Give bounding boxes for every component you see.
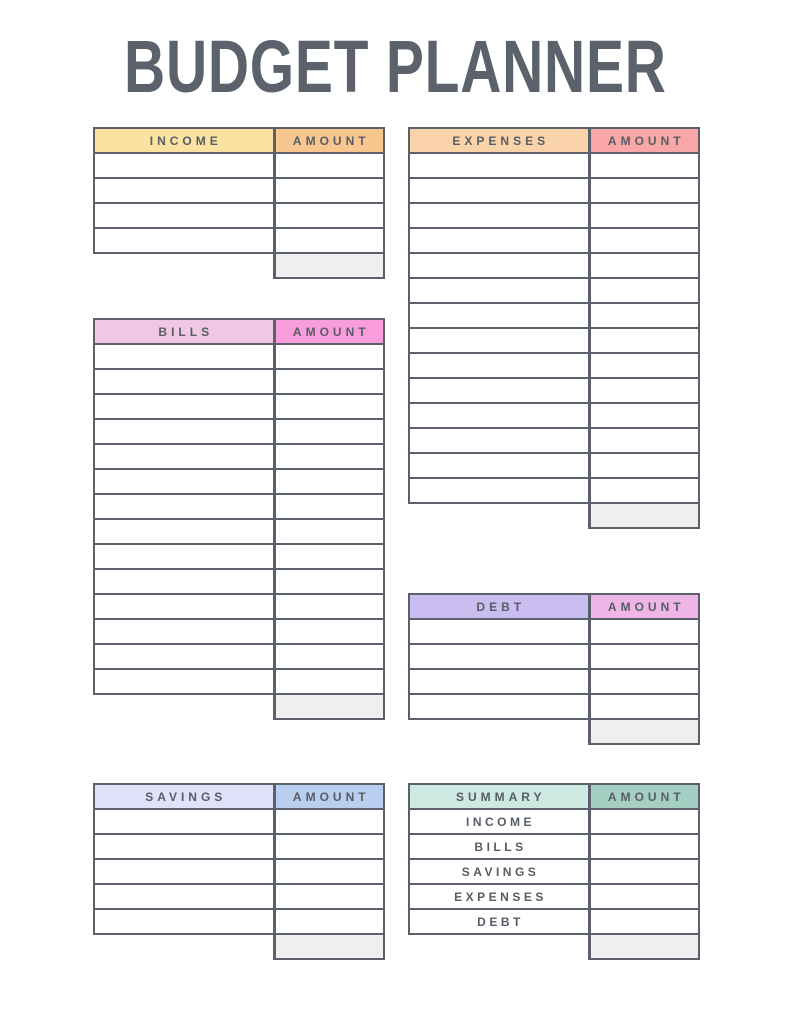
debt-entry-amount-cell[interactable]: [589, 669, 699, 694]
bills-table-row: [94, 394, 384, 419]
summary-table-row: [409, 809, 699, 834]
bills-table-row: [94, 669, 384, 694]
income-table: [93, 127, 385, 279]
expenses-entry-label-cell[interactable]: [409, 428, 589, 453]
bills-entry-amount-cell[interactable]: [274, 469, 384, 494]
expenses-table-row: [409, 428, 699, 453]
expenses-entry-amount-cell[interactable]: [589, 303, 699, 328]
bills-table-row: [94, 544, 384, 569]
expenses-entry-amount-cell[interactable]: [589, 178, 699, 203]
page-title-text: BUDGET PLANNER: [124, 25, 667, 108]
expenses-table-row: [409, 403, 699, 428]
bills-entry-amount-cell[interactable]: [274, 394, 384, 419]
summary-table-title: SUMMARY: [409, 784, 589, 809]
bills-entry-label-cell[interactable]: [94, 644, 274, 669]
expenses-entry-label-cell[interactable]: [409, 278, 589, 303]
expenses-entry-amount-cell[interactable]: [589, 203, 699, 228]
expenses-entry-amount-cell[interactable]: [589, 253, 699, 278]
expenses-amount-header: AMOUNT: [589, 128, 699, 153]
summary-entry-amount-cell[interactable]: [589, 909, 699, 934]
summary-entry-amount-cell[interactable]: [589, 859, 699, 884]
income-table-title: INCOME: [94, 128, 274, 153]
income-table-row: [94, 153, 384, 178]
debt-total-row: [409, 719, 699, 744]
expenses-table-row: [409, 353, 699, 378]
savings-table-row: [94, 909, 384, 934]
bills-entry-amount-cell[interactable]: [274, 519, 384, 544]
summary-total-amount-cell[interactable]: [589, 934, 699, 959]
income-total-amount-cell[interactable]: [274, 253, 384, 278]
debt-entry-amount-cell[interactable]: [589, 644, 699, 669]
expenses-entry-label-cell[interactable]: [409, 453, 589, 478]
bills-entry-amount-cell[interactable]: [274, 494, 384, 519]
bills-table-row: [94, 344, 384, 369]
income-entry-amount-cell[interactable]: [274, 203, 384, 228]
expenses-total-amount-cell[interactable]: [589, 503, 699, 528]
debt-entry-label-cell[interactable]: [409, 644, 589, 669]
debt-table-row: [409, 619, 699, 644]
expenses-entry-amount-cell[interactable]: [589, 153, 699, 178]
income-table-row: [94, 228, 384, 253]
bills-total-amount-cell[interactable]: [274, 694, 384, 719]
bills-table-title: BILLS: [94, 319, 274, 344]
bills-entry-amount-cell[interactable]: [274, 544, 384, 569]
bills-entry-amount-cell[interactable]: [274, 444, 384, 469]
summary-table-row: [409, 834, 699, 859]
income-total-spacer: [94, 253, 274, 278]
bills-entry-amount-cell[interactable]: [274, 344, 384, 369]
expenses-table-row: [409, 203, 699, 228]
bills-table-row: [94, 519, 384, 544]
debt-total-spacer: [409, 719, 589, 744]
expenses-entry-amount-cell[interactable]: [589, 403, 699, 428]
income-table-row: [94, 203, 384, 228]
income-entry-amount-cell[interactable]: [274, 178, 384, 203]
expenses-total-row: [409, 503, 699, 528]
expenses-total-spacer: [409, 503, 589, 528]
summary-table: [408, 783, 700, 960]
expenses-table-row: [409, 303, 699, 328]
expenses-table-row: [409, 278, 699, 303]
expenses-table-row: [409, 328, 699, 353]
summary-table-row: [409, 884, 699, 909]
bills-entry-amount-cell[interactable]: [274, 669, 384, 694]
bills-table-row: [94, 594, 384, 619]
summary-row-label-debt: DEBT: [409, 909, 589, 934]
savings-entry-amount-cell[interactable]: [274, 834, 384, 859]
summary-row-label-bills: BILLS: [409, 834, 589, 859]
bills-entry-label-cell[interactable]: [94, 494, 274, 519]
bills-total-row: [94, 694, 384, 719]
bills-entry-amount-cell[interactable]: [274, 619, 384, 644]
summary-total-row: [409, 934, 699, 959]
expenses-table-row: [409, 478, 699, 503]
summary-table-row: [409, 909, 699, 934]
summary-entry-amount-cell[interactable]: [589, 809, 699, 834]
summary-entry-amount-cell[interactable]: [589, 884, 699, 909]
bills-entry-amount-cell[interactable]: [274, 369, 384, 394]
summary-table-row: [409, 859, 699, 884]
savings-amount-header: AMOUNT: [274, 784, 384, 809]
expenses-entry-amount-cell[interactable]: [589, 353, 699, 378]
expenses-entry-label-cell[interactable]: [409, 253, 589, 278]
debt-total-amount-cell[interactable]: [589, 719, 699, 744]
summary-row-label-income: INCOME: [409, 809, 589, 834]
bills-entry-label-cell[interactable]: [94, 669, 274, 694]
summary-entry-amount-cell[interactable]: [589, 834, 699, 859]
bills-entry-label-cell[interactable]: [94, 594, 274, 619]
expenses-entry-amount-cell[interactable]: [589, 453, 699, 478]
bills-entry-amount-cell[interactable]: [274, 644, 384, 669]
bills-table-row: [94, 569, 384, 594]
summary-row-label-savings: SAVINGS: [409, 859, 589, 884]
bills-amount-header: AMOUNT: [274, 319, 384, 344]
expenses-entry-label-cell[interactable]: [409, 303, 589, 328]
savings-entry-label-cell[interactable]: [94, 834, 274, 859]
savings-table-title: SAVINGS: [94, 784, 274, 809]
savings-total-row: [94, 934, 384, 959]
income-entry-label-cell[interactable]: [94, 203, 274, 228]
bills-table-row: [94, 369, 384, 394]
bills-entry-label-cell[interactable]: [94, 394, 274, 419]
debt-header-row: [409, 594, 699, 619]
expenses-entry-amount-cell[interactable]: [589, 228, 699, 253]
debt-table-row: [409, 644, 699, 669]
savings-entry-label-cell[interactable]: [94, 884, 274, 909]
expenses-entry-label-cell[interactable]: [409, 203, 589, 228]
bills-entry-label-cell[interactable]: [94, 369, 274, 394]
savings-entry-amount-cell[interactable]: [274, 884, 384, 909]
summary-header-row: [409, 784, 699, 809]
bills-entry-amount-cell[interactable]: [274, 419, 384, 444]
expenses-entry-label-cell[interactable]: [409, 378, 589, 403]
expenses-entry-label-cell[interactable]: [409, 353, 589, 378]
bills-entry-label-cell[interactable]: [94, 519, 274, 544]
expenses-table-row: [409, 228, 699, 253]
expenses-entry-label-cell[interactable]: [409, 153, 589, 178]
bills-total-spacer: [94, 694, 274, 719]
savings-table: [93, 783, 385, 960]
expenses-entry-label-cell[interactable]: [409, 403, 589, 428]
expenses-table-title: EXPENSES: [409, 128, 589, 153]
expenses-entry-amount-cell[interactable]: [589, 378, 699, 403]
savings-entry-label-cell[interactable]: [94, 809, 274, 834]
expenses-entry-label-cell[interactable]: [409, 228, 589, 253]
expenses-entry-amount-cell[interactable]: [589, 428, 699, 453]
expenses-entry-amount-cell[interactable]: [589, 478, 699, 503]
income-amount-header: AMOUNT: [274, 128, 384, 153]
bills-table-row: [94, 619, 384, 644]
savings-entry-amount-cell[interactable]: [274, 859, 384, 884]
savings-table-row: [94, 834, 384, 859]
income-entry-label-cell[interactable]: [94, 178, 274, 203]
debt-table: [408, 593, 700, 745]
bills-entry-label-cell[interactable]: [94, 619, 274, 644]
expenses-table: [408, 127, 700, 529]
debt-entry-amount-cell[interactable]: [589, 619, 699, 644]
bills-entry-amount-cell[interactable]: [274, 594, 384, 619]
savings-entry-amount-cell[interactable]: [274, 809, 384, 834]
savings-total-spacer: [94, 934, 274, 959]
debt-amount-header: AMOUNT: [589, 594, 699, 619]
expenses-entry-amount-cell[interactable]: [589, 328, 699, 353]
expenses-table-row: [409, 153, 699, 178]
bills-entry-label-cell[interactable]: [94, 544, 274, 569]
savings-total-amount-cell[interactable]: [274, 934, 384, 959]
income-entry-label-cell[interactable]: [94, 153, 274, 178]
expenses-entry-amount-cell[interactable]: [589, 278, 699, 303]
savings-entry-amount-cell[interactable]: [274, 909, 384, 934]
savings-entry-label-cell[interactable]: [94, 859, 274, 884]
bills-table-row: [94, 419, 384, 444]
debt-entry-label-cell[interactable]: [409, 694, 589, 719]
bills-table-row: [94, 494, 384, 519]
bills-header-row: [94, 319, 384, 344]
savings-table-row: [94, 859, 384, 884]
income-header-row: [94, 128, 384, 153]
income-entry-label-cell[interactable]: [94, 228, 274, 253]
expenses-entry-label-cell[interactable]: [409, 178, 589, 203]
debt-entry-label-cell[interactable]: [409, 669, 589, 694]
bills-entry-label-cell[interactable]: [94, 344, 274, 369]
savings-table-row: [94, 809, 384, 834]
expenses-table-row: [409, 253, 699, 278]
summary-row-label-expenses: EXPENSES: [409, 884, 589, 909]
bills-table: [93, 318, 385, 720]
savings-entry-label-cell[interactable]: [94, 909, 274, 934]
income-entry-amount-cell[interactable]: [274, 228, 384, 253]
expenses-table-row: [409, 178, 699, 203]
debt-entry-amount-cell[interactable]: [589, 694, 699, 719]
expenses-entry-label-cell[interactable]: [409, 478, 589, 503]
income-entry-amount-cell[interactable]: [274, 153, 384, 178]
bills-table-row: [94, 469, 384, 494]
bills-entry-label-cell[interactable]: [94, 569, 274, 594]
debt-entry-label-cell[interactable]: [409, 619, 589, 644]
debt-table-row: [409, 669, 699, 694]
bills-entry-amount-cell[interactable]: [274, 569, 384, 594]
expenses-table-row: [409, 453, 699, 478]
expenses-table-row: [409, 378, 699, 403]
summary-amount-header: AMOUNT: [589, 784, 699, 809]
page-title: [0, 25, 791, 108]
savings-header-row: [94, 784, 384, 809]
bills-table-row: [94, 644, 384, 669]
expenses-entry-label-cell[interactable]: [409, 328, 589, 353]
income-table-row: [94, 178, 384, 203]
bills-table-row: [94, 444, 384, 469]
bills-entry-label-cell[interactable]: [94, 469, 274, 494]
debt-table-title: DEBT: [409, 594, 589, 619]
bills-entry-label-cell[interactable]: [94, 419, 274, 444]
income-total-row: [94, 253, 384, 278]
debt-table-row: [409, 694, 699, 719]
summary-total-spacer: [409, 934, 589, 959]
savings-table-row: [94, 884, 384, 909]
expenses-header-row: [409, 128, 699, 153]
bills-entry-label-cell[interactable]: [94, 444, 274, 469]
